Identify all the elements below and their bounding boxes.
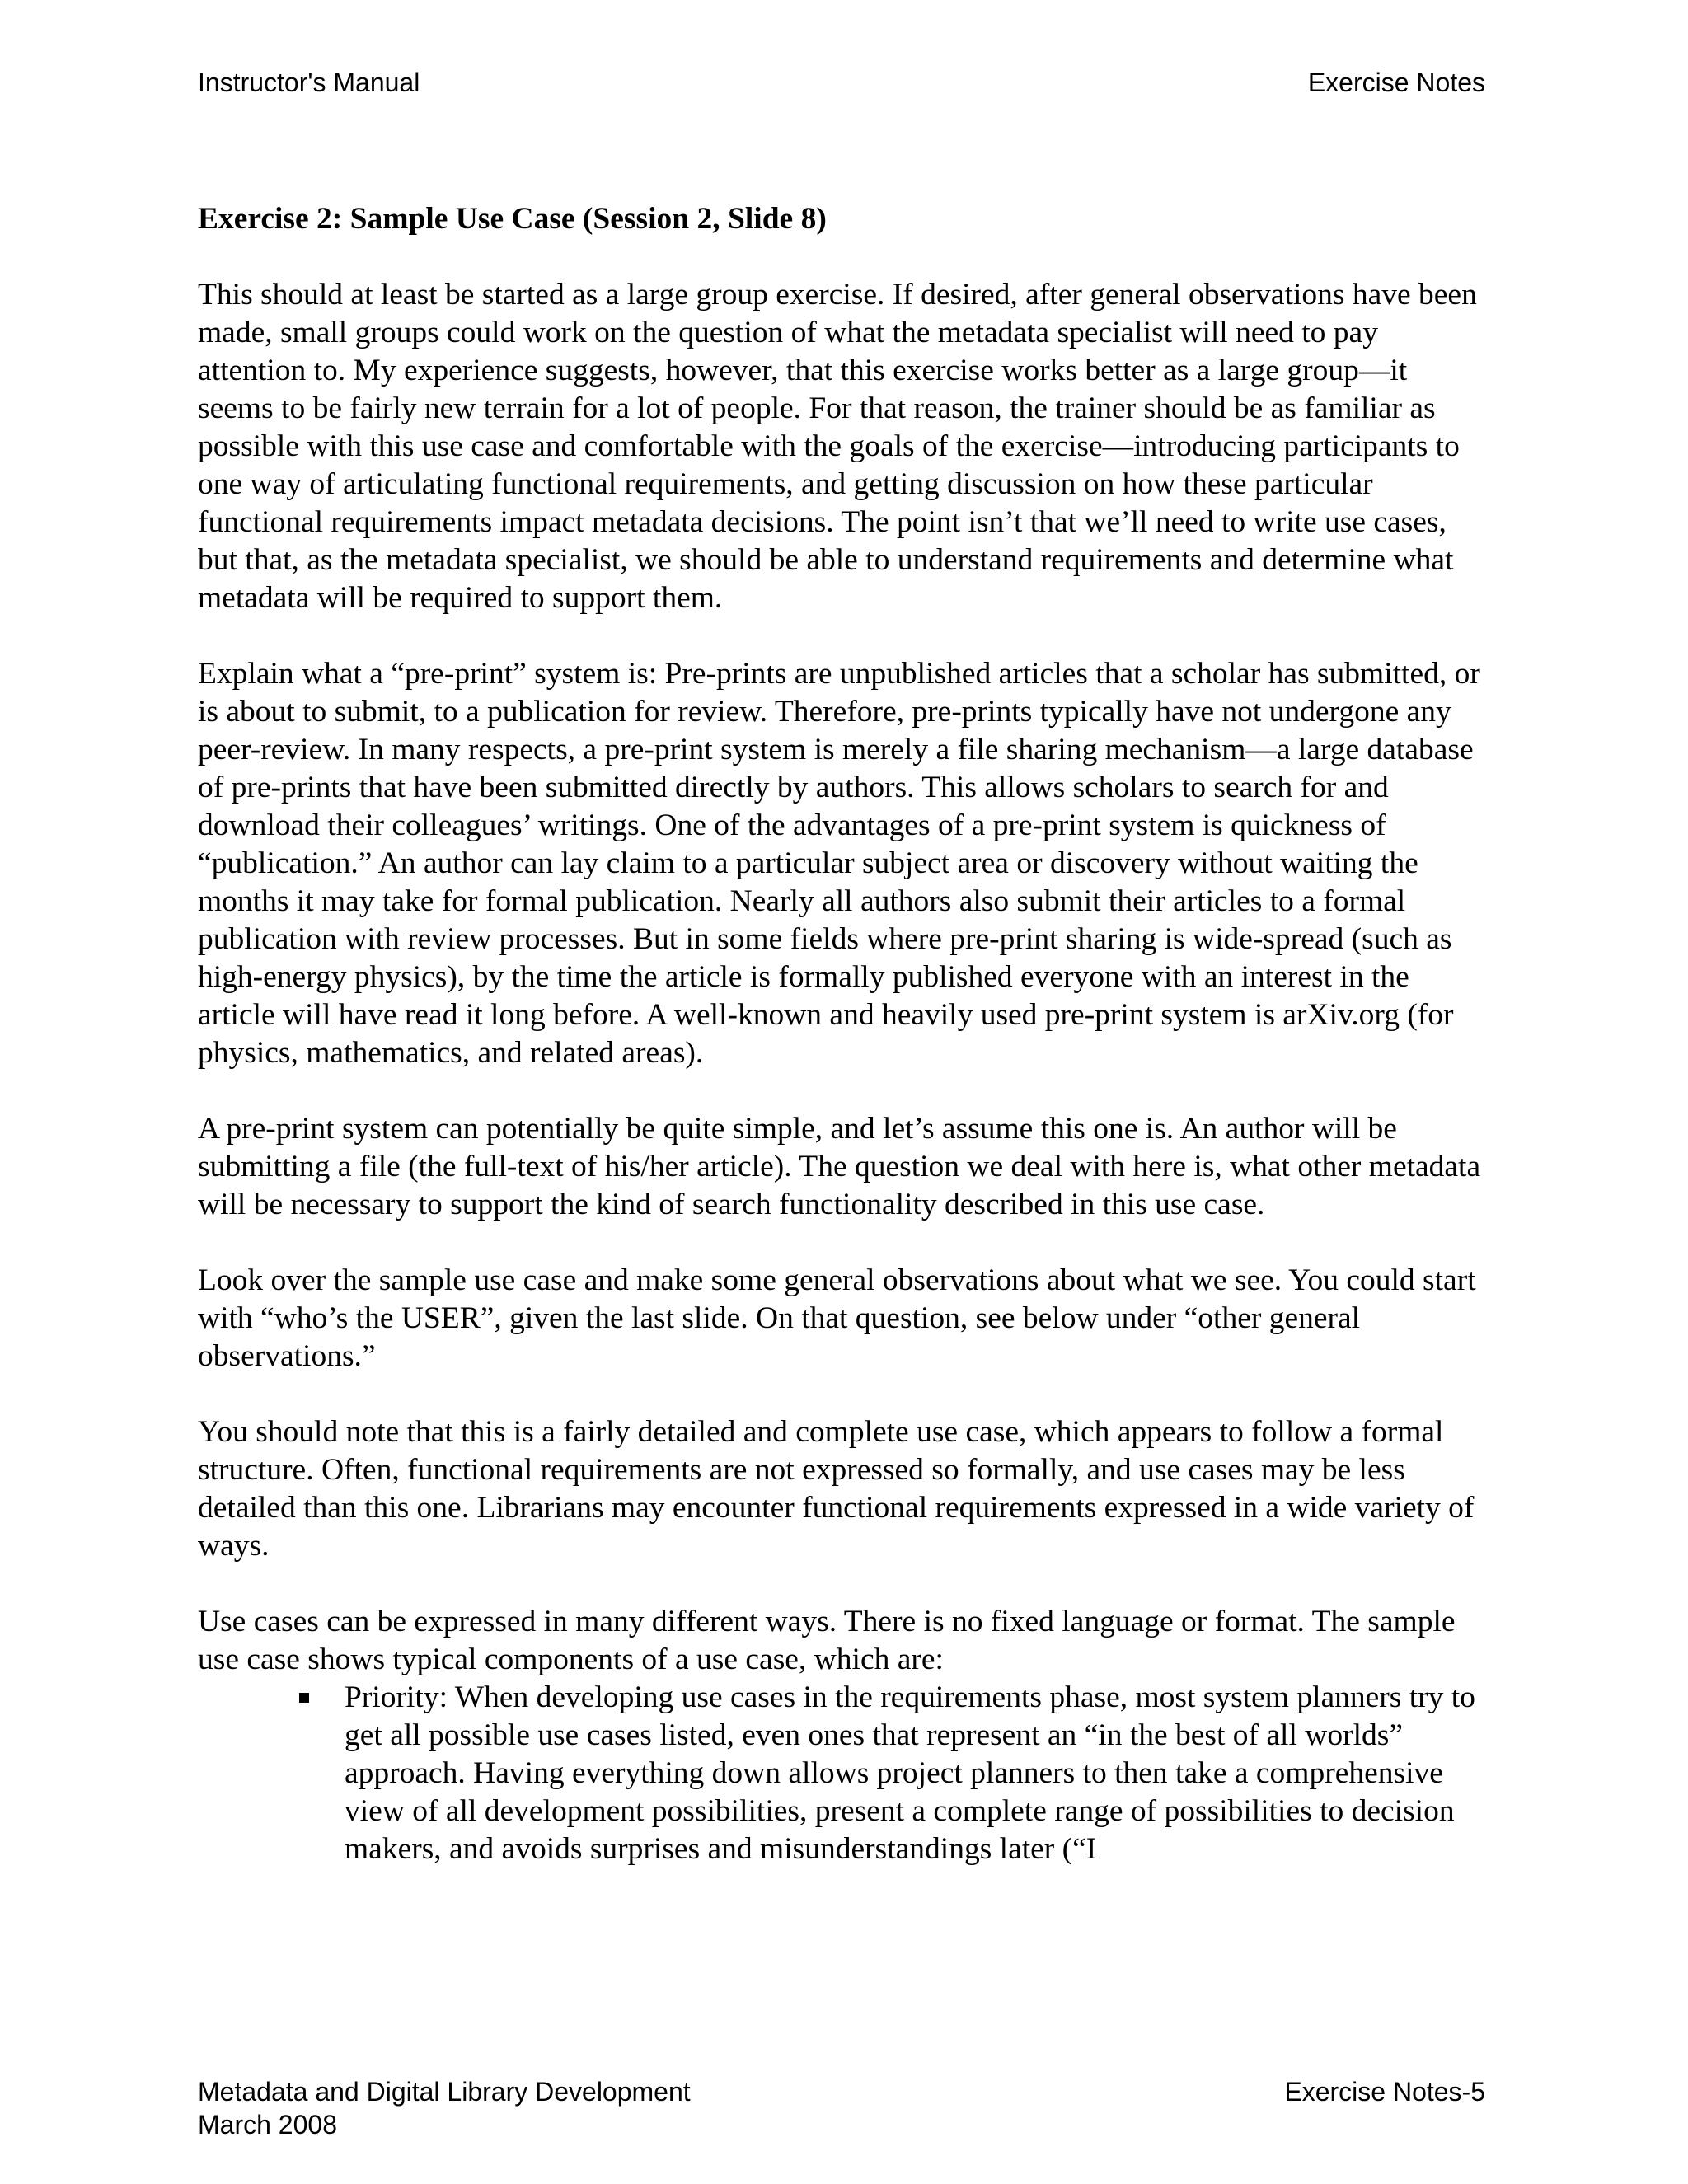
footer-course-title: Metadata and Digital Library Development — [198, 2077, 691, 2107]
header-left: Instructor's Manual — [198, 68, 420, 97]
list-item-text: Priority: When developing use cases in the requirements phase, most system planners try to get all possible use cases listed, even ones that represent an “in the best of all worlds” approach. Having everything down allows project planners to then take a comprehensive view of all development possibilities, present a complete range of possibilities to decision makers, and avoids surprises and misunderstandings later (“I — [345, 1680, 1475, 1866]
main-content — [198, 200, 1488, 1868]
components-list — [198, 1679, 1488, 1868]
paragraph: A pre-print system can potentially be quite simple, and let’s assume this one is. An author will be submitting a file (the full-text of his/her article). The question we deal with here is, what other metadata will be necessary to support the kind of search functionality described in this use case. — [198, 1112, 1481, 1221]
footer-row — [198, 2075, 1485, 2108]
header-right: Exercise Notes — [1307, 68, 1485, 97]
paragraph: You should note that this is a fairly detailed and complete use case, which appears to follow a formal structure. Often, functional requirements are not expressed so formally, and use cases may be less detailed than this one. Librarians may encounter functional requirements expressed in a wide variety of ways. — [198, 1415, 1475, 1563]
paragraph: Explain what a “pre-print” system is: Pre-prints are unpublished articles that a scholar has submitted, or is about to submit, to a publication for review. Therefore, pre-prints typically have not undergone any peer-review. In many respects, a pre-print system is merely a file sharing mechanism—a large database of pre-prints that have been submitted directly by authors. This allows scholars to search for and download their colleagues’ writings. One of the advantages of a pre-print system is quickness of “publication.” An author can lay claim to a particular subject area or discovery without waiting the months it may take for formal publication. Nearly all authors also submit their articles to a formal publication with review processes. But in some fields where pre-print sharing is wide-spread (such as high-energy physics), by the time the article is formally published everyone with an interest in the article will have read it long before. A well-known and heavily used pre-print system is arXiv.org (for physics, mathematics, and related areas). — [198, 657, 1480, 1070]
paragraph: Look over the sample use case and make some general observations about what we see. You could start with “who’s the USER”, given the last slide. On that question, see below under “other general observations.” — [198, 1263, 1476, 1373]
page-header — [198, 66, 1485, 99]
list-intro: Use cases can be expressed in many different ways. There is no fixed language or format. The sample use case shows typical components of a use case, which are: — [198, 1605, 1456, 1676]
exercise-title: Exercise 2: Sample Use Case (Session 2, Slide 8) — [198, 202, 827, 236]
paragraph: This should at least be started as a large group exercise. If desired, after general observations have been made, small groups could work on the question of what the metadata specialist will need to pay attention to. My experience suggests, however, that this exercise works better as a large group—it seems to be fairly new terrain for a lot of people. For that reason, the trainer should be as familiar as possible with this use case and comfortable with the goals of the exercise—introducing participants to one way of articulating functional requirements, and getting discussion on how these particular functional requirements impact metadata decisions. The point isn’t that we’ll need to write use cases, but that, as the metadata specialist, we should be able to understand requirements and determine what metadata will be required to support them. — [198, 278, 1477, 615]
square-bullet-icon — [299, 1693, 309, 1703]
footer-date: March 2008 — [198, 2110, 337, 2139]
list-item — [198, 1679, 1488, 1868]
page-footer — [198, 2075, 1485, 2141]
footer-page-number: Exercise Notes-5 — [1284, 2077, 1485, 2107]
